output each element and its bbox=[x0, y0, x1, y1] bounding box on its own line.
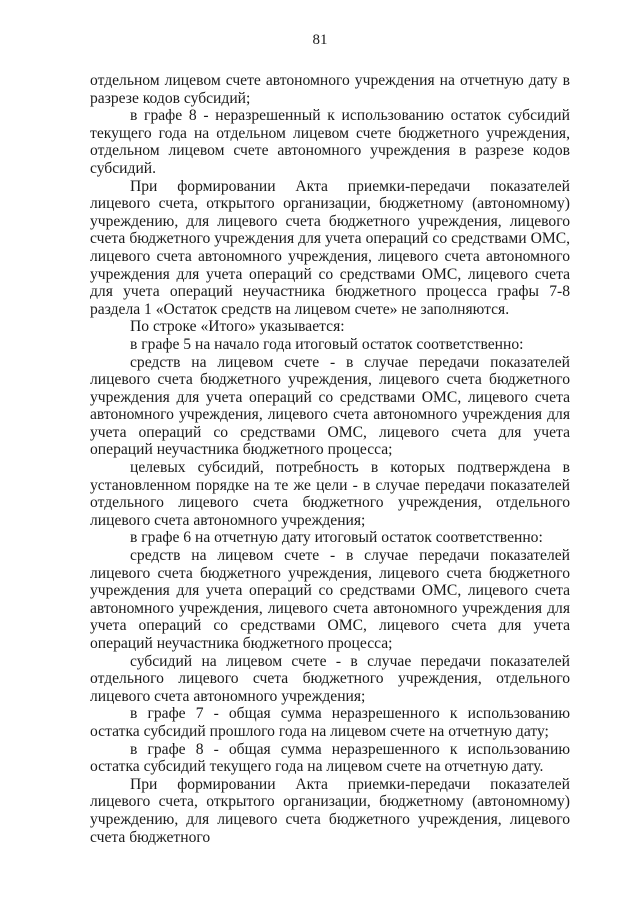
paragraph-4: По строке «Итого» указывается: bbox=[130, 318, 345, 336]
paragraph-9: средств на лицевом счете - в случае передачи показателей лицевого счета бюджетного учреждения, лицевого счета бюджетного учреждения для учета операций со средствами ОМС, лицевого счета автономного учреждения, лицевого счета автономного учреждения для учета операций со средствами ОМС, лицевого счета для учета операций неучастника бюджетного процесса; bbox=[90, 547, 570, 652]
page-number: 81 bbox=[312, 32, 328, 48]
paragraph-3: При формировании Акта приемки-передачи показателей лицевого счета, открытого организации, бюджетному (автономному) учреждению, для лицевого счета бюджетного учреждения, лицевого счета бюджетного учреждения для учета операций со средствами ОМС, лицевого счета автономного учреждения, лицевого счета автономного учреждения для учета операций со средствами ОМС, лицевого счета для учета операций неучастника бюджетного процесса графы 7-8 раздела 1 «Остаток средств на лицевом счете» не заполняются. bbox=[90, 177, 570, 318]
paragraph-10: субсидий на лицевом счете - в случае передачи показателей отдельного лицевого счета бюджетного учреждения, отдельного лицевого счета автономного учреждения; bbox=[90, 652, 570, 705]
paragraph-12: в графе 8 - общая сумма неразрешенного к использованию остатка субсидий текущего года на лицевом счете на отчетную дату. bbox=[90, 740, 570, 776]
paragraph-7: целевых субсидий, потребность в которых подтверждена в установленном порядке на те же цели - в случае передачи показателей отдельного лицевого счета бюджетного учреждения, отдельного лицевого счета автономного учреждения; bbox=[90, 459, 570, 529]
paragraph-6: средств на лицевом счете - в случае передачи показателей лицевого счета бюджетного учреждения, лицевого счета бюджетного учреждения для учета операций со средствами ОМС, лицевого счета автономного учреждения, лицевого счета автономного учреждения для учета операций со средствами ОМС, лицевого счета для учета операций неучастника бюджетного процесса; bbox=[90, 353, 570, 459]
document-body bbox=[90, 72, 570, 846]
paragraph-1: отдельном лицевом счете автономного учреждения на отчетную дату в разрезе кодов субсидий; bbox=[90, 72, 570, 107]
paragraph-13: При формировании Акта приемки-передачи показателей лицевого счета, открытого организации, бюджетному (автономному) учреждению, для лицевого счета бюджетного учреждения, лицевого счета бюджетного bbox=[90, 775, 570, 846]
paragraph-2: в графе 8 - неразрешенный к использованию остаток субсидий текущего года на отдельном лицевом счете бюджетного учреждения, отдельном лицевом счете автономного учреждения в разрезе кодов субсидий. bbox=[90, 107, 570, 177]
paragraph-11: в графе 7 - общая сумма неразрешенного к использованию остатка субсидий прошлого года на лицевом счете на отчетную дату; bbox=[90, 705, 570, 740]
paragraph-8: в графе 6 на отчетную дату итоговый остаток соответственно: bbox=[130, 529, 543, 547]
paragraph-5: в графе 5 на начало года итоговый остаток соответственно: bbox=[130, 335, 524, 353]
